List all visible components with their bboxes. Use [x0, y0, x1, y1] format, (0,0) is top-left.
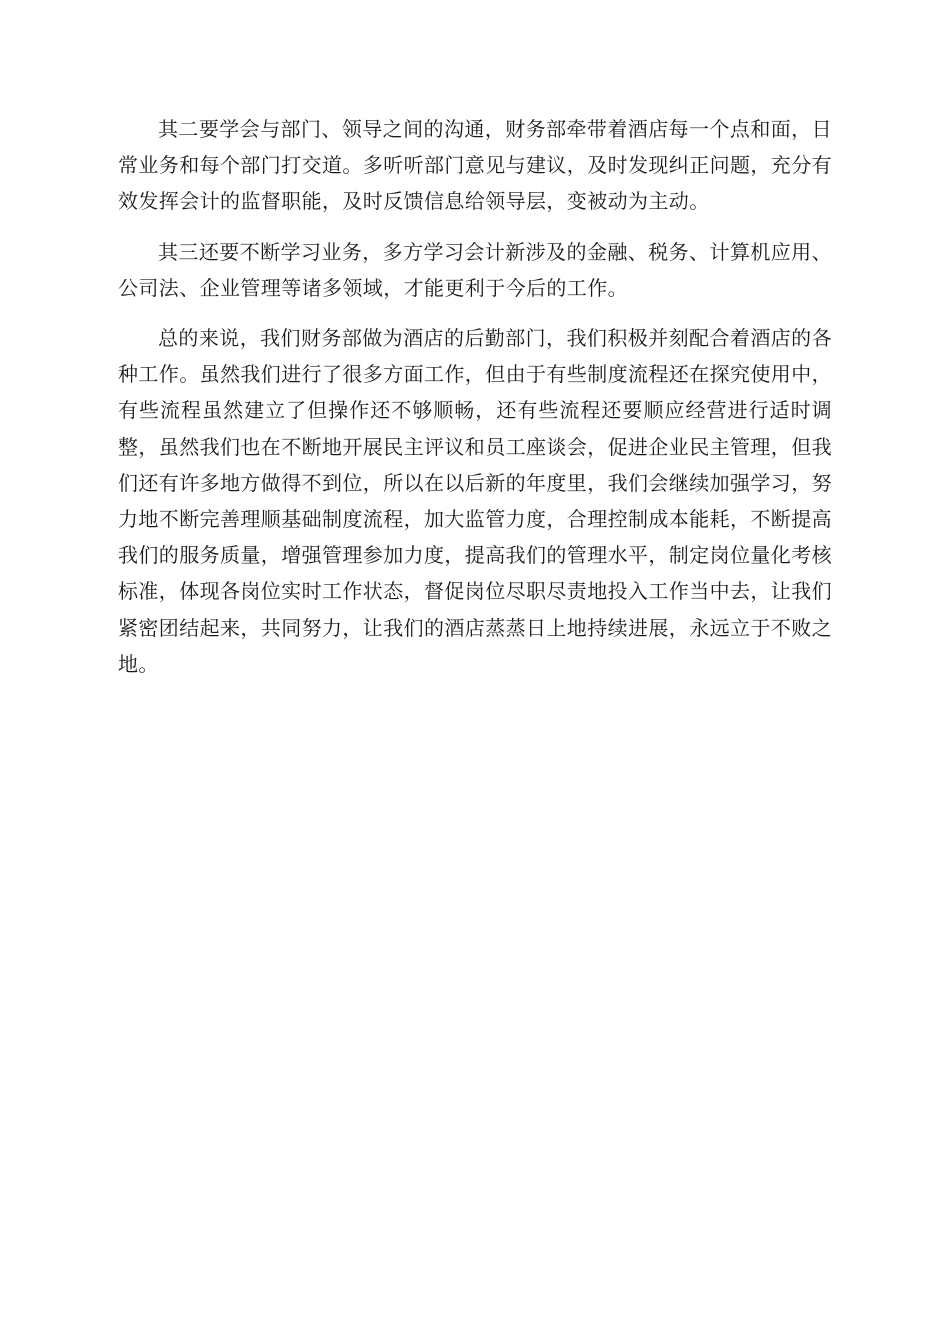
paragraph-learning: 其三还要不断学习业务，多方学习会计新涉及的金融、税务、计算机应用、公司法、企业管理等诸多领域，才能更利于今后的工作。	[118, 239, 832, 300]
document-body	[118, 111, 832, 696]
paragraph-summary: 总的来说，我们财务部做为酒店的后勤部门，我们积极并刻配合着酒店的各种工作。虽然我们进行了很多方面工作，但由于有些制度流程还在探究使用中，有些流程虽然建立了但操作还不够顺畅，还有些流程还要顺应经营进行适时调整，虽然我们也在不断地开展民主评议和员工座谈会，促进企业民主管理，但我们还有许多地方做得不到位，所以在以后新的年度里，我们会继续加强学习，努力地不断完善理顺基础制度流程，加大监管力度，合理控制成本能耗，不断提高我们的服务质量，增强管理参加力度，提高我们的管理水平，制定岗位量化考核标准，体现各岗位实时工作状态，督促岗位尽职尽责地投入工作当中去，让我们紧密团结起来，共同努力，让我们的酒店蒸蒸日上地持续进展，永远立于不败之地。	[118, 326, 832, 676]
paragraph-communication: 其二要学会与部门、领导之间的沟通，财务部牵带着酒店每一个点和面，日常业务和每个部门打交道。多听听部门意见与建议，及时发现纠正问题，充分有效发挥会计的监督职能，及时反馈信息给领导层，变被动为主动。	[118, 117, 832, 214]
